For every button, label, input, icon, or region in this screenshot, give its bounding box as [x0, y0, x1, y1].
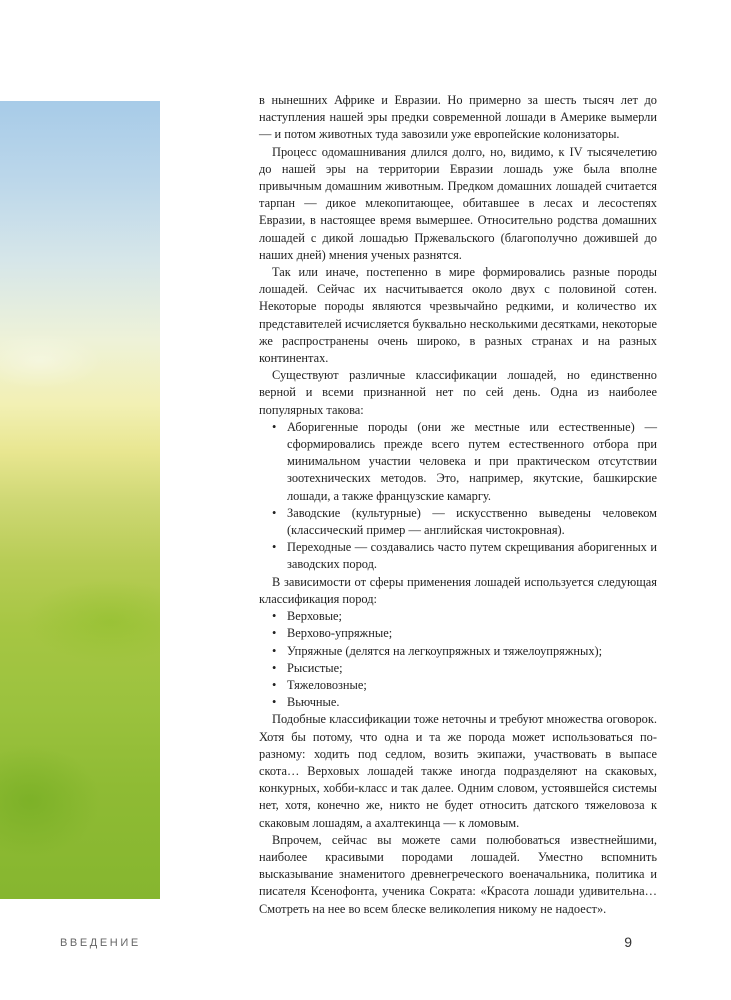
running-footer-section: ВВЕДЕНИЕ	[60, 937, 141, 949]
list-item-text: Вьючные.	[287, 695, 340, 710]
list-item-text: Аборигенные породы (они же местные или естественные) — сформировались прежде всего путем естественного отбора при минимальном участии человека и при практическом отсутствии зоотехнических методов. Это, например, якутские, башкирские лошади, а также французские камаргу.	[287, 419, 657, 503]
page-number: 9	[624, 934, 632, 950]
list-item-text: Верхово-упряжные;	[287, 626, 393, 641]
list-item	[259, 694, 657, 711]
bullet-icon: •	[272, 660, 277, 675]
paragraph: Процесс одомашнивания длился долго, но, видимо, к IV тысячелетию до нашей эры на территории Евразии лошадь уже была вполне привычным домашним животным. Предком домашних лошадей считается тарпан — дикое млекопитающее, обитавшее в лесах и лесостепях Евразии, в настоящее время вымершее. Относительно родства домашних лошадей с дикой лошадью Пржевальского (благополучно дожившей до наших дней) мнения ученых разнятся.	[259, 144, 657, 262]
origin-classification-list	[259, 419, 657, 574]
list-item	[259, 660, 657, 677]
list-item-text: Рысистые;	[287, 660, 343, 675]
paragraph: Существуют различные классификации лошадей, но единственно верной и всеми признанной нет по сей день. Одна из наиболее популярных такова:	[259, 368, 657, 417]
list-item-text: Упряжные (делятся на легкоупряжных и тяжелоупряжных);	[287, 643, 603, 658]
list-item	[259, 419, 657, 505]
bullet-icon: •	[272, 643, 277, 658]
bullet-icon: •	[272, 609, 277, 624]
bullet-icon: •	[272, 626, 277, 641]
usage-classification-list	[259, 608, 657, 711]
paragraph: в нынешних Африке и Евразии. Но примерно за шесть тысяч лет до наступления нашей эры предки современной лошади в Америке вымерли — и потом животных туда завозили уже европейские колонизаторы.	[259, 93, 657, 142]
list-item-text: Верховые;	[287, 609, 342, 624]
list-item	[259, 643, 657, 660]
list-item	[259, 625, 657, 642]
paragraph: Впрочем, сейчас вы можете сами полюбоваться известнейшими, наиболее красивыми породами лошадей. Уместно вспомнить высказывание знаменитого древнегреческого военачальника, политика и писателя Ксенофонта, ученика Сократа: «Красота лошади удивительна… Смотреть на нее во всем блеске великолепия никому не надоест».	[259, 832, 657, 916]
bullet-icon: •	[272, 505, 277, 520]
bullet-icon: •	[272, 540, 277, 555]
bullet-icon: •	[272, 695, 277, 710]
bullet-icon: •	[272, 419, 277, 434]
list-item	[259, 677, 657, 694]
list-item-text: Тяжеловозные;	[287, 677, 367, 692]
list-item-text: Заводские (культурные) — искусственно выведены человеком (классический пример — английская чистокровная).	[287, 505, 657, 538]
list-item	[259, 539, 657, 573]
list-item	[259, 608, 657, 625]
body-text	[259, 92, 657, 918]
list-item-text: Переходные — создавались часто путем скрещивания аборигенных и заводских пород.	[287, 540, 657, 572]
paragraph: Подобные классификации тоже неточны и требуют множества оговорок. Хотя бы потому, что одна и та же порода может использоваться по-разному: ходить под седлом, возить экипажи, участвовать в выпасе скота… Верховых лошадей также иногда подразделяют на скаковых, конкурных, хобби-класс и так далее. Одним словом, устоявшейся системы нет, хотя, конечно же, никто не будет относить датского тяжеловоза к скаковым лошадям, а ахалтекинца — к ломовым.	[259, 712, 657, 830]
paragraph: Так или иначе, постепенно в мире формировались разные породы лошадей. Сейчас их насчитывается около двух с половиной сотен. Некоторые породы являются чрезвычайно редкими, и количество их представителей исчисляется буквально несколькими десятками, некоторые же распространены очень широко, в разных странах и на разных континентах.	[259, 265, 657, 366]
paragraph: В зависимости от сферы применения лошадей используется следующая классификация пород:	[259, 574, 657, 606]
bullet-icon: •	[272, 677, 277, 692]
list-item	[259, 505, 657, 539]
meadow-photo	[0, 101, 160, 899]
